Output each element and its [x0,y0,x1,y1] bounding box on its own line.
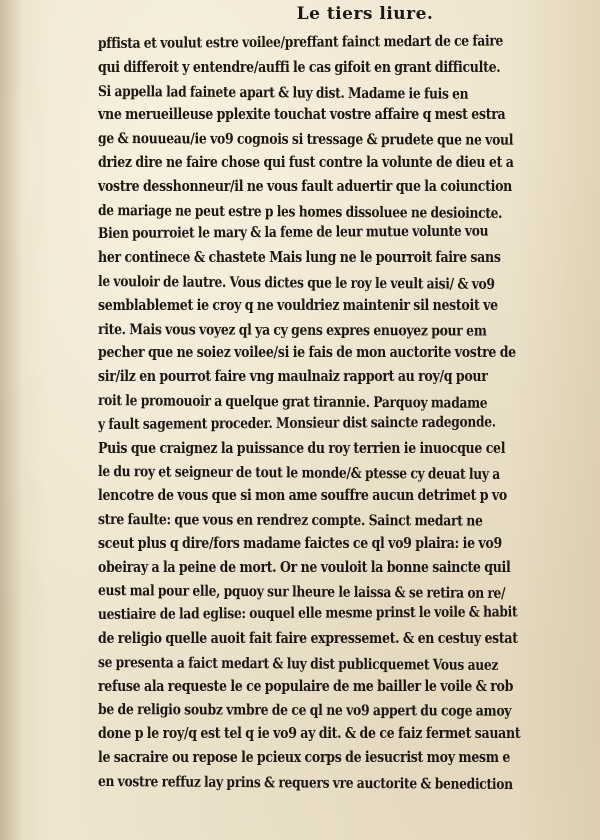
text-line: stre faulte: que vous en rendrez compte. Sainct medart ne [97,510,483,530]
text-line: vne merueilleuse pplexite touchat vostre affaire q mest estra [98,106,506,124]
text-line: obeiray a la peine de mort. Or ne vouloit la bonne saincte quil [98,558,511,576]
text-line: en vostre reffuz lay prins & requers vre auctorite & benediction [97,772,513,793]
text-line: qui differoit y entendre/auffi le cas gifoit en grant difficulte. [98,58,501,76]
text-line: ge & nouueau/ie vo9 cognois si tressage & prudete que ne voul [97,130,514,149]
text-line: pffista et voulut estre voilee/preffant fainct medart de ce faire [97,32,504,52]
text-line: lencotre de vous que si mon ame souffre aucun detrimet p vo [98,487,507,505]
text-line: eust mal pour elle, pquoy sur lheure le laissa & se retira on re/ [97,582,506,603]
text-line: le du roy et seigneur de tout le monde/& ptesse cy deuat luy a [97,463,500,484]
text-line: de mariage ne peut estre p les homes dissoluee ne desioincte. [97,201,503,222]
text-line: uestiaire de lad eglise: ouquel elle mesme prinst le voile & habit [97,603,518,624]
text-line: Bien pourroiet le mary & la feme de leur mutue volunte vou [97,222,489,243]
text-line: done p le roy/q est tel q ie vo9 ay dit. & de ce faiz fermet sauant [98,725,521,743]
running-head: Le tiers liure. [296,4,434,24]
text-line: de religio quelle auoit fait faire expressemet. & en cestuy estat [98,629,518,647]
text-line: se presenta a faict medart & luy dist publicquemet Vous auez [97,653,499,674]
text-line: be de religio soubz vmbre de ce ql ne vo9 appert du coge amoy [97,701,512,721]
text-line: pecher que ne soiez voilee/si ie fais de mon auctorite vostre de [98,344,516,362]
text-line: refuse ala requeste le ce populaire de me bailler le voile & rob [98,677,514,695]
text-line: sceut plus q dire/fors madame faictes ce ql vo9 plaira: ie vo9 [98,534,502,552]
text-block [98,32,594,794]
text-line: driez dire ne faire chose qui fust contre la volunte de dieu et a [98,153,514,171]
text-line: le vouloir de lautre. Vous dictes que le roy le veult aisi/ & vo9 [97,272,495,293]
gutter-shadow [0,0,22,840]
text-line: y fault sagement proceder. Monsieur dist saincte radegonde. [97,413,496,433]
text-line: le sacraire ou repose le pcieux corps de iesucrist moy mesm e [98,748,511,766]
text-line: semblablemet ie croy q ne vouldriez maintenir sil nestoit ve [98,296,498,314]
text-line: sir/ilz en pourrot faire vng maulnaiz rapport au roy/q pour [98,368,488,386]
text-line: vostre desshonneur/il ne vous fault aduertir que la coiunction [98,177,512,195]
text-line: her continece & chastete Mais lung ne le pourroit faire sans [98,249,501,267]
text-line: Puis que craignez la puissance du roy terrien ie inuocque cel [98,439,506,457]
text-line: roit le promouoir a quelque grat tirannie. Parquoy madame [97,391,488,412]
text-line: Si appella lad fainete apart & luy dist. Madame ie fuis en [97,82,469,103]
text-line: rite. Mais vous voyez ql ya cy gens expres enuoyez pour em [97,320,487,340]
